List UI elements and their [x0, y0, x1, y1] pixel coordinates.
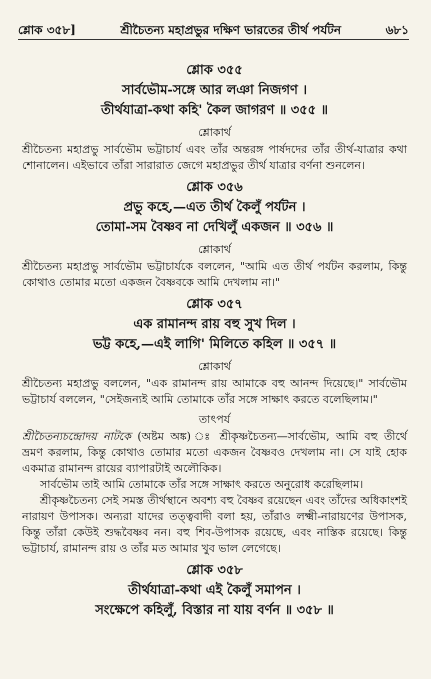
verse-355-heading: শ্লোক ৩৫৫	[186, 63, 243, 78]
verse-357-heading: শ্লোক ৩৫৭	[186, 297, 243, 312]
verse-358-line-2: সংক্ষেপে কহিলুঁ, বিস্তার না যায় বর্ণন ॥ ৩৫৮ ॥	[95, 603, 334, 618]
verse-357-translation: শ্রীচৈতন্য মহাপ্রভু বললেন, "এক রামানন্দ রায় আমাকে বহু আনন্দ দিয়েছে।" সার্বভৌম ভট্টাচার্য বললেন, "সেইজন্যই আমি তোমাকে তাঁর সঙ্গে সাক্ষাৎ করতে বলেছিলাম।"	[22, 377, 407, 406]
header-verse-ref: শ্লোক ৩৫৮]	[18, 23, 76, 37]
verse-357-translation-label: শ্লোকার্থ	[198, 360, 231, 373]
verse-357-purport-paragraph-2: সার্বভৌম তাই আমি তোমাকে তাঁর সঙ্গে সাক্ষাৎ করতে অনুরোধ করেছিলাম।	[40, 478, 364, 491]
verse-358-line-1: তীর্থযাত্রা-কথা এই কৈলুঁ সমাপন ।	[128, 583, 301, 598]
verse-355-line-1: সার্বভৌম-সঙ্গে আর লঞা নিজগণ ।	[121, 83, 307, 98]
verse-356-translation: শ্রীচৈতন্য মহাপ্রভু সার্বভৌম ভট্টাচার্যকে বললেন, "আমি এত তীর্থ পর্যটন করলাম, কিন্তু কোথাও তোমার মতো একজন বৈষ্ণবকে আমি দেখলাম না।"	[22, 260, 407, 289]
verse-357-purport-label: তাৎপর্য	[198, 413, 231, 426]
header-title: শ্রীচৈতন্য মহাপ্রভুর দক্ষিণ ভারতের তীর্থ পর্যটন	[120, 23, 342, 37]
purport-source-title: শ্রীচৈতন্যচন্দ্রোদয় নাটকে	[22, 430, 131, 443]
header-rule	[18, 39, 409, 40]
purport-paragraph-1-text: (অষ্টম অঙ্ক) ঃ শ্রীকৃষ্ণচৈতন্য—সার্বভৌম, আমি বহু তীর্থে ভ্রমণ করলাম, কিন্তু কোথাও তোমার মতো একজন বৈষ্ণবও দেখলাম না। সে যাই হোক একমাত্র রামানন্দ রায়ের ব্যাপারটাই অলৌকিক।	[22, 430, 407, 475]
verse-355-line-2: তীর্থযাত্রা-কথা কহি' কৈল জাগরণ ॥ ৩৫৫ ॥	[101, 103, 328, 118]
verse-356-translation-label: শ্লোকার্থ	[198, 243, 231, 256]
verse-356-heading: শ্লোক ৩৫৬	[186, 180, 243, 195]
verse-357-purport-paragraph-1	[22, 429, 407, 477]
verse-356-line-1: প্রভু কহে,—এত তীর্থ কৈলুঁ পর্যটন ।	[123, 200, 306, 215]
verse-356-line-2: তোমা-সম বৈষ্ণব না দেখিলুঁ একজন ॥ ৩৫৬ ॥	[95, 220, 334, 235]
verse-357-line-2: ভট্ট কহে,—এই লাগি' মিলিতে কহিল ॥ ৩৫৭ ॥	[92, 337, 337, 352]
verse-357-purport-paragraph-3: শ্রীকৃষ্ণচৈতন্য সেই সমস্ত তীর্থস্থানে অবশ্য বহু বৈষ্ণব রয়েছেন এবং তাঁদের অধিকাংশই নারায়ণ উপাসক। অন্যরা যাদের তত্ত্ববাদী বলা হয়, তাঁরাও লক্ষ্মী-নারায়ণের উপাসক, কিন্তু তাঁরা কেউই শুদ্ধবৈষ্ণব নন। বহু শিব-উপাসক রয়েছে, এবং নাস্তিক রয়েছে। কিন্তু ভট্টাচার্য, রামানন্দ রায় ও তাঁর মত আমার খুব ভাল লেগেছে।	[22, 494, 408, 555]
page-content	[22, 62, 407, 621]
verse-358-heading: শ্লোক ৩৫৮	[186, 563, 243, 578]
verse-355-translation: শ্রীচৈতন্য মহাপ্রভু সার্বভৌম ভট্টাচার্য এবং তাঁর অন্তরঙ্গ পার্ষদদের তাঁর তীর্থ-যাত্রার কথা শোনালেন। এইভাবে তাঁরা সারারাত জেগে মহাপ্রভুর তীর্থ যাত্রার বর্ণনা শুনলেন।	[22, 143, 407, 172]
verse-355-translation-label: শ্লোকার্থ	[198, 126, 231, 139]
verse-357-line-1: এক রামানন্দ রায় বহু সুখ দিল ।	[133, 317, 296, 332]
page-number: ৬৮১	[385, 23, 409, 37]
